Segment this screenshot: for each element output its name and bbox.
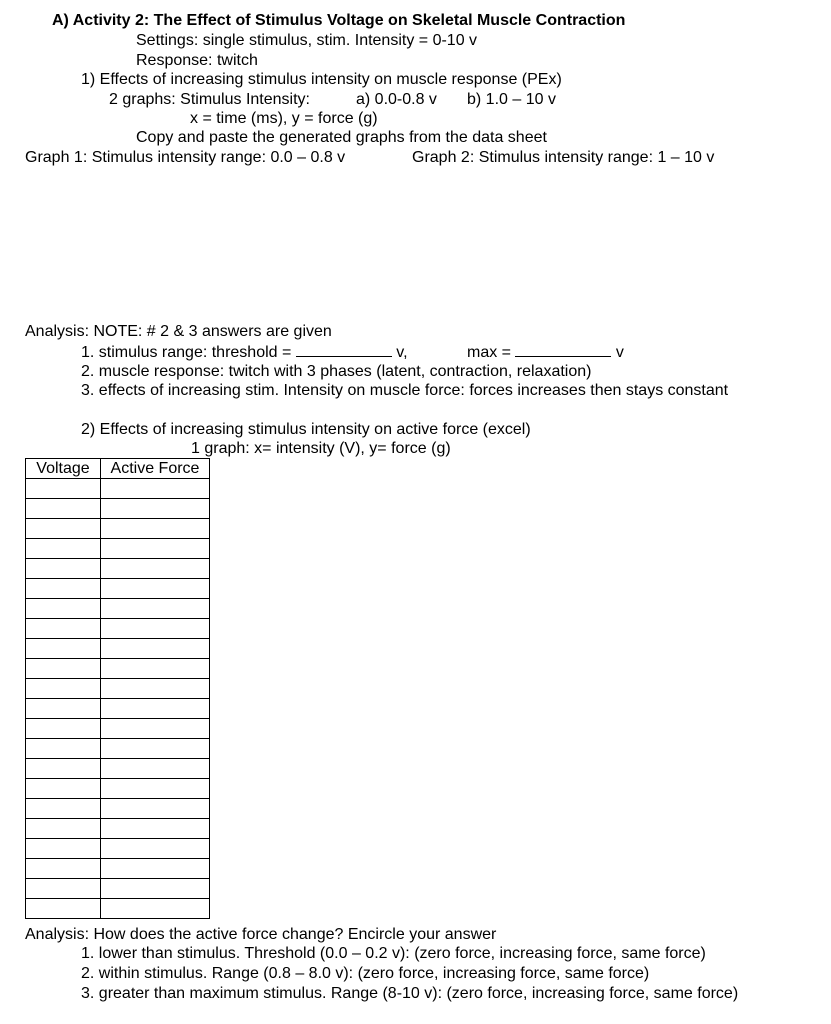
voltage-cell[interactable]: [26, 839, 101, 859]
max-unit: v: [615, 344, 624, 361]
voltage-cell[interactable]: [26, 699, 101, 719]
active-force-cell[interactable]: [101, 719, 210, 739]
voltage-cell[interactable]: [26, 819, 101, 839]
active-force-cell[interactable]: [101, 579, 210, 599]
voltage-cell[interactable]: [26, 679, 101, 699]
voltage-cell[interactable]: [26, 879, 101, 899]
voltage-cell[interactable]: [26, 639, 101, 659]
voltage-cell[interactable]: [26, 559, 101, 579]
analysis1-item1: [81, 342, 408, 362]
active-force-cell[interactable]: [101, 519, 210, 539]
active-force-cell[interactable]: [101, 839, 210, 859]
voltage-cell[interactable]: [26, 539, 101, 559]
axes-spec: x = time (ms), y = force (g): [190, 110, 378, 127]
active-force-cell[interactable]: [101, 559, 210, 579]
analysis2-item1: 1. lower than stimulus. Threshold (0.0 – 0.2 v): (zero force, increasing force, same force): [81, 945, 706, 962]
active-force-cell[interactable]: [101, 779, 210, 799]
table-row: [26, 579, 210, 599]
active-force-cell[interactable]: [101, 739, 210, 759]
activity-title: A) Activity 2: The Effect of Stimulus Voltage on Skeletal Muscle Contraction: [52, 12, 626, 29]
data-table: [25, 458, 210, 919]
voltage-cell[interactable]: [26, 659, 101, 679]
analysis1-max: [467, 342, 624, 362]
active-force-cell[interactable]: [101, 679, 210, 699]
analysis1-heading: Analysis: NOTE: # 2 & 3 answers are given: [25, 323, 332, 340]
part1-heading: 1) Effects of increasing stimulus intensity on muscle response (PEx): [81, 71, 562, 88]
voltage-cell[interactable]: [26, 479, 101, 499]
voltage-cell[interactable]: [26, 739, 101, 759]
table-row: [26, 679, 210, 699]
table-row: [26, 619, 210, 639]
voltage-cell[interactable]: [26, 519, 101, 539]
voltage-cell[interactable]: [26, 859, 101, 879]
graph2-label: Graph 2: Stimulus intensity range: 1 – 10 v: [412, 149, 715, 166]
active-force-cell[interactable]: [101, 819, 210, 839]
table-row: [26, 879, 210, 899]
table-row: [26, 779, 210, 799]
active-force-cell[interactable]: [101, 499, 210, 519]
graphs-label: 2 graphs: Stimulus Intensity:: [109, 91, 310, 108]
table-row: [26, 539, 210, 559]
threshold-unit: v,: [396, 344, 408, 361]
table-row: [26, 819, 210, 839]
table-row: [26, 899, 210, 919]
active-force-cell[interactable]: [101, 619, 210, 639]
active-force-cell[interactable]: [101, 699, 210, 719]
active-force-cell[interactable]: [101, 859, 210, 879]
voltage-header: Voltage: [26, 459, 101, 479]
graph1-label: Graph 1: Stimulus intensity range: 0.0 – 0.8 v: [25, 149, 346, 166]
active-force-cell[interactable]: [101, 899, 210, 919]
analysis1-item2: 2. muscle response: twitch with 3 phases (latent, contraction, relaxation): [81, 363, 592, 380]
voltage-cell[interactable]: [26, 579, 101, 599]
table-row: [26, 859, 210, 879]
voltage-cell[interactable]: [26, 779, 101, 799]
voltage-cell[interactable]: [26, 719, 101, 739]
table-row: [26, 739, 210, 759]
active-force-cell[interactable]: [101, 759, 210, 779]
voltage-cell[interactable]: [26, 799, 101, 819]
threshold-blank[interactable]: [296, 342, 392, 357]
response-line: Response: twitch: [136, 52, 258, 69]
analysis1-item3: 3. effects of increasing stim. Intensity on muscle force: forces increases then stays constant: [81, 382, 729, 399]
analysis2-item2: 2. within stimulus. Range (0.8 – 8.0 v): (zero force, increasing force, same force): [81, 965, 650, 982]
active-force-cell[interactable]: [101, 799, 210, 819]
settings-line: Settings: single stimulus, stim. Intensity = 0-10 v: [136, 32, 478, 49]
voltage-cell[interactable]: [26, 899, 101, 919]
table-row: [26, 639, 210, 659]
table-row: [26, 839, 210, 859]
voltage-cell[interactable]: [26, 619, 101, 639]
table-row: [26, 599, 210, 619]
voltage-cell[interactable]: [26, 599, 101, 619]
voltage-cell[interactable]: [26, 759, 101, 779]
table-row: [26, 759, 210, 779]
copy-instruction: Copy and paste the generated graphs from the data sheet: [136, 129, 547, 146]
table-row: [26, 799, 210, 819]
part2-graph-spec: 1 graph: x= intensity (V), y= force (g): [191, 440, 451, 457]
table-row: [26, 719, 210, 739]
table-row: [26, 699, 210, 719]
analysis2-item3: 3. greater than maximum stimulus. Range (8-10 v): (zero force, increasing force, same force): [81, 985, 739, 1002]
active-force-header: Active Force: [101, 459, 210, 479]
max-blank[interactable]: [515, 342, 611, 357]
part2-heading: 2) Effects of increasing stimulus intensity on active force (excel): [81, 421, 531, 438]
threshold-label: 1. stimulus range: threshold =: [81, 344, 292, 361]
active-force-cell[interactable]: [101, 479, 210, 499]
table-header-row: [26, 459, 210, 479]
table-row: [26, 479, 210, 499]
analysis2-heading: Analysis: How does the active force change? Encircle your answer: [25, 926, 497, 943]
table-row: [26, 559, 210, 579]
active-force-cell[interactable]: [101, 639, 210, 659]
table-row: [26, 519, 210, 539]
active-force-cell[interactable]: [101, 659, 210, 679]
active-force-cell[interactable]: [101, 879, 210, 899]
range-a: a) 0.0-0.8 v: [356, 91, 437, 108]
range-b: b) 1.0 – 10 v: [467, 91, 556, 108]
table-row: [26, 659, 210, 679]
table-row: [26, 499, 210, 519]
active-force-cell[interactable]: [101, 599, 210, 619]
max-label: max =: [467, 344, 512, 361]
voltage-cell[interactable]: [26, 499, 101, 519]
active-force-cell[interactable]: [101, 539, 210, 559]
